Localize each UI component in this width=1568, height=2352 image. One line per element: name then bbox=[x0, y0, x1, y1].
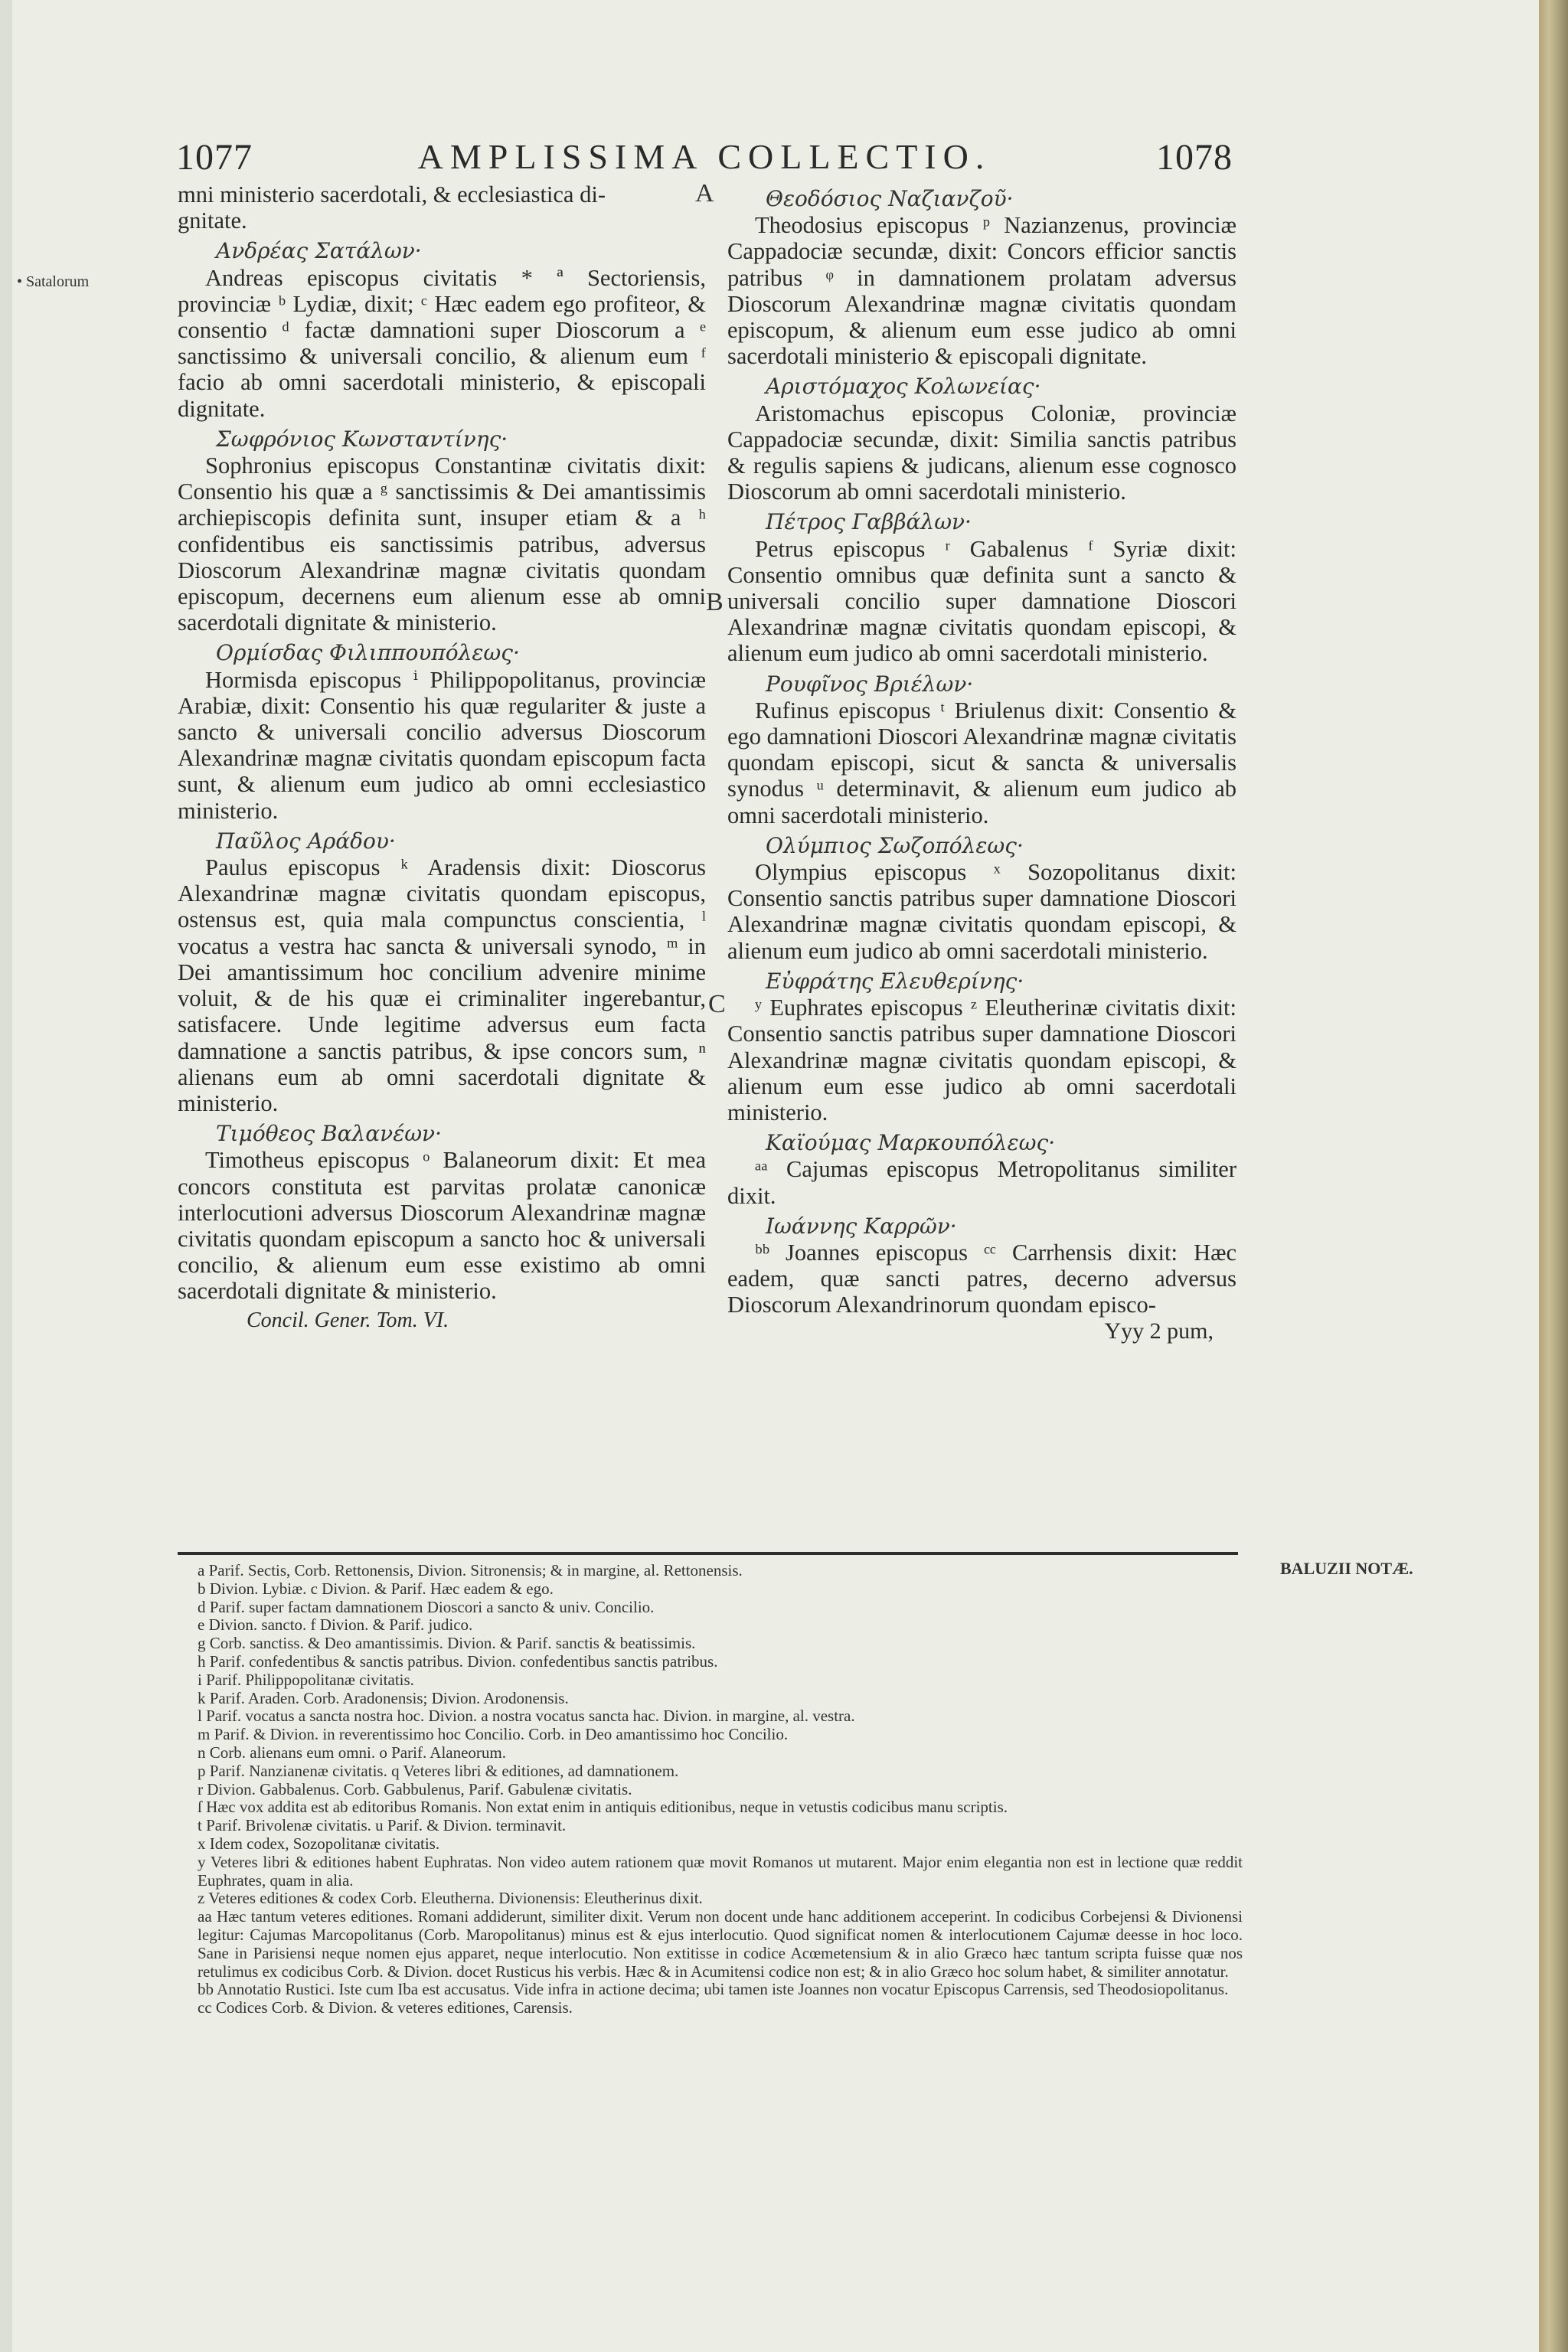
footnote: p Parif. Nanzianenæ civitatis. q Veteres libri & editiones, ad damnationem. bbox=[198, 1761, 679, 1780]
column-footer: Yyy 2 pum, bbox=[1104, 1318, 1214, 1344]
footnotes bbox=[198, 1562, 1243, 2017]
footnote: m Parif. & Divion. in reverentissimo hoc Concilio. Corb. in Deo amantissimo hoc Concilio. bbox=[198, 1725, 789, 1744]
footnote: aa Hæc tantum veteres editiones. Romani addiderunt, similiter dixit. Verum non docent unde hanc additionem acceperint. In codicibus Corbejensi & Divionensi legitur: Cajumas Marcopolitanus (Corb. Maropolitanus) minus est & ejus interlocutio. Quod significat nomen & interlocutionem Cajumæ deesse in hoc loco. Sane in Parisiensi neque nomen ejus apparet, neque interlocutio. Non extitisse in codice Acœmetensium & in alio Græco hæc tantum scripta fuisse quæ nos retulimus ex codicibus Corb. & Divion. docet Rusticus his verbis. Hæc & in Acumitensi codice non est; & in alio Græco hoc solum habet, & similiter annotatur. bbox=[198, 1907, 1243, 1981]
footnote-rule bbox=[178, 1552, 1238, 1555]
footnote: i Parif. Philippopolitanæ civitatis. bbox=[198, 1670, 414, 1689]
footnote: e Divion. sancto. f Divion. & Parif. judico. bbox=[198, 1615, 473, 1635]
greek-heading: Παῦλος Αράδου· bbox=[216, 828, 396, 854]
greek-heading: Σωφρόνιος Κωνσταντίνης· bbox=[216, 426, 508, 452]
greek-heading: Πέτρος Γαββάλων· bbox=[766, 509, 972, 535]
column-letter-a: A bbox=[695, 179, 714, 207]
greek-heading: Ρουφῖνος Βριέλων· bbox=[766, 671, 974, 697]
greek-heading: Ανδρέας Σατάλων· bbox=[216, 238, 422, 264]
greek-heading: Ιωάννης Καρρῶν· bbox=[766, 1213, 957, 1239]
column-letter-c: C bbox=[708, 990, 726, 1018]
margin-note: • Satalorum bbox=[17, 273, 90, 290]
footnote: n Corb. alienans eum omni. o Parif. Alaneorum. bbox=[198, 1743, 507, 1762]
paragraph: Paulus episcopus ᵏ Aradensis dixit: Dioscorus Alexandrinæ magnæ civitatis quondam episcopus, ostensus est, quia mala compunctus conscientia, ˡ vocatus a vestra hac sancta & universali synodo, ᵐ in Dei amantissimum hoc concilium advenire minime voluit, & de his quæ ei criminaliter ingerebantur, satisfacere. Unde legitime adversus eum facta damnatione a sanctis patribus, & ipse concors sum, ⁿ alienans eum ab omni sacerdotali dignitate & ministerio. bbox=[178, 854, 706, 1116]
page-number-right: 1078 bbox=[1156, 137, 1233, 178]
footnote: b Divion. Lybiæ. c Divion. & Parif. Hæc eadem & ego. bbox=[198, 1579, 554, 1598]
paragraph: ᵇᵇ Joannes episcopus ᶜᶜ Carrhensis dixit: Hæc eadem, quæ sancti patres, decerno adversus Dioscorum Alexandrinorum quondam episco- bbox=[727, 1239, 1236, 1318]
left-column bbox=[178, 181, 706, 1334]
column-letter-b: B bbox=[706, 588, 724, 616]
footnote: h Parif. confedentibus & sanctis patribus. Divion. confedentibus sanctis patribus. bbox=[198, 1651, 718, 1671]
paragraph: Sophronius episcopus Constantinæ civitatis dixit: Consentio his quæ a ᵍ sanctissimis & Dei amantissimis archiepiscopis definita sunt, insuper etiam & a ʰ confidentibus eis sanctissimis patribus, adversus Dioscorum Alexandrinæ magnæ civitatis quondam episcopum, decernens eum alienum esse ab omni sacerdotali dignitate & ministerio. bbox=[178, 452, 706, 636]
paragraph: Hormisda episcopus ⁱ Philippopolitanus, provinciæ Arabiæ, dixit: Consentio his quæ regulariter & juste a sancto & universali concilio adversus Dioscorum Alexandrinæ magnæ civitatis quondam episcopum facta sunt, & alienum eum judico ab omni ecclesiastico ministerio. bbox=[178, 666, 706, 824]
footnote: r Divion. Gabbalenus. Corb. Gabbulenus, Parif. Gabulenæ civitatis. bbox=[198, 1779, 632, 1798]
greek-heading: Ορμίσδας Φιλιππουπόλεως· bbox=[216, 640, 520, 666]
greek-heading: Καϊούμας Μαρκουπόλεως· bbox=[766, 1130, 1056, 1156]
footnote: t Parif. Brivolenæ civitatis. u Parif. & Divion. terminavit. bbox=[198, 1816, 567, 1835]
footnote: a Parif. Sectis, Corb. Rettonensis, Divion. Sitronensis; & in margine, al. Rettonensis. bbox=[198, 1561, 743, 1579]
paragraph: ʸ Euphrates episcopus ᶻ Eleutherinæ civitatis dixit: Consentio sanctis patribus super damnatione Dioscori Alexandrinæ magnæ civitatis quondam episcopi, & alienum eum esse judico ab omni sacerdotali ministerio. bbox=[727, 995, 1236, 1125]
footnote: l Parif. vocatus a sancta nostra hoc. Divion. a nostra vocatus sancta hac. Divion. in margine, al. vestra. bbox=[198, 1707, 855, 1726]
greek-heading: Ολύμπιος Σωζοπόλεως· bbox=[766, 832, 1024, 858]
paragraph: Timotheus episcopus ᵒ Balaneorum dixit: Et mea concors constituta est parvitas prolatæ canonicæ interlocutioni adversus Dioscorum Alexandrinæ magnæ civitatis quondam episcopum a sancto hoc & universali concilio, & alienum eum esse existimo ab omni sacerdotali dignitate & ministerio. bbox=[178, 1147, 706, 1305]
paragraph: Aristomachus episcopus Coloniæ, provinciæ Cappadociæ secundæ, dixit: Similia sanctis patribus & regulis sapiens & judicans, alienum esse cognosco Dioscorum ab omni sacerdotali ministerio. bbox=[727, 400, 1236, 505]
right-column bbox=[727, 181, 1236, 1344]
header-title: AMPLISSIMA COLLECTIO. bbox=[417, 137, 991, 176]
footnote: cc Codices Corb. & Divion. & veteres editiones, Carensis. bbox=[198, 1998, 573, 2017]
paragraph: Theodosius episcopus ᵖ Nazianzenus, provinciæ Cappadociæ secundæ, dixit: Concors efficior sanctis patribus ᵠ in damnationem prolatam adversus Dioscorum Alexandrinæ magnæ civitatis quondam episcopum, & alienum eum esse judico ab omni sacerdotali ministerio & episcopali dignitate. bbox=[727, 212, 1236, 370]
greek-heading: Αριστόμαχος Κολωνείας· bbox=[766, 374, 1041, 400]
running-header bbox=[176, 136, 1233, 182]
greek-heading: Θεοδόσιος Ναζιανζοῦ· bbox=[766, 186, 1014, 211]
paragraph: Olympius episcopus ˣ Sozopolitanus dixit: Consentio sanctis patribus super damnatione Dioscori Alexandrinæ magnæ civitatis quondam episcopi, & alienum eum judico ab omni sacerdotali ministerio. bbox=[727, 859, 1236, 964]
paragraph: mni ministerio sacerdotali, & ecclesiastica di- bbox=[178, 181, 606, 207]
paragraph: Petrus episcopus ʳ Gabalenus ᶠ Syriæ dixit: Consentio omnibus quæ definita sunt a sancto & universali concilio super damnatione Dioscori Alexandrinæ magnæ civitatis quondam episcopi, & alienum eum judico ab omni sacerdotali ministerio. bbox=[727, 535, 1236, 667]
footnote: k Parif. Araden. Corb. Aradonensis; Divion. Arodonensis. bbox=[198, 1688, 569, 1707]
footnote: y Veteres libri & editiones habent Euphratas. Non video autem rationem quæ movit Romanos ut mutarent. Major enim elegantia non est in lectione quæ reddit Euphrates, quam in alia. bbox=[198, 1852, 1243, 1890]
footnote: x Idem codex, Sozopolitanæ civitatis. bbox=[198, 1834, 440, 1853]
footnote: g Corb. sanctiss. & Deo amantissimis. Divion. & Parif. sanctis & beatissimis. bbox=[198, 1634, 696, 1653]
footnote: bb Annotatio Rustici. Iste cum Iba est accusatus. Vide infra in actione decima; ubi tamen iste Joannes non vocatur Episcopus Carrensis, sed Theodosiopolitanus. bbox=[198, 1980, 1229, 1999]
notes-title: BALUZII NOTÆ. bbox=[1280, 1559, 1413, 1578]
page-number-left: 1077 bbox=[176, 137, 253, 178]
paragraph: Andreas episcopus civitatis * ª Sectoriensis, provinciæ ᵇ Lydiæ, dixit; ᶜ Hæc eadem ego profiteor, & consentio ᵈ factæ damnationi super Dioscorum a ᵉ sanctissimo & universali concilio, & alienum eum ᶠ facio ab omni sacerdotali ministerio, & episcopali dignitate. bbox=[178, 264, 706, 422]
paragraph: gnitate. bbox=[178, 207, 247, 234]
book-binding-edge bbox=[1539, 0, 1568, 2352]
paragraph: Rufinus episcopus ᵗ Briulenus dixit: Consentio & ego damnationi Dioscori Alexandrinæ magnæ civitatis quondam episcopi, sicut & sancta & universalis synodus ᵘ determinavit, & alienum eum judico ab omni sacerdotali ministerio. bbox=[727, 697, 1236, 828]
footnote: z Veteres editiones & codex Corb. Eleutherna. Divionensis: Eleutherinus dixit. bbox=[198, 1889, 703, 1908]
footnote: d Parif. super factam damnationem Dioscori a sancto & univ. Concilio. bbox=[198, 1597, 655, 1616]
paragraph: ᵃᵃ Cajumas episcopus Metropolitanus similiter dixit. bbox=[727, 1156, 1236, 1209]
adjacent-page-edge bbox=[0, 0, 12, 2352]
greek-heading: Τιμόθεος Βαλανέων· bbox=[216, 1121, 442, 1147]
footnote: ſ Hæc vox addita est ab editoribus Romanis. Non extat enim in antiquis editionibus, neque in vetustis codicibus manu scriptis. bbox=[198, 1798, 1008, 1817]
column-footer: Concil. Gener. Tom. VI. bbox=[247, 1308, 449, 1332]
greek-heading: Εὐφράτης Ελευθερίνης· bbox=[766, 968, 1024, 994]
